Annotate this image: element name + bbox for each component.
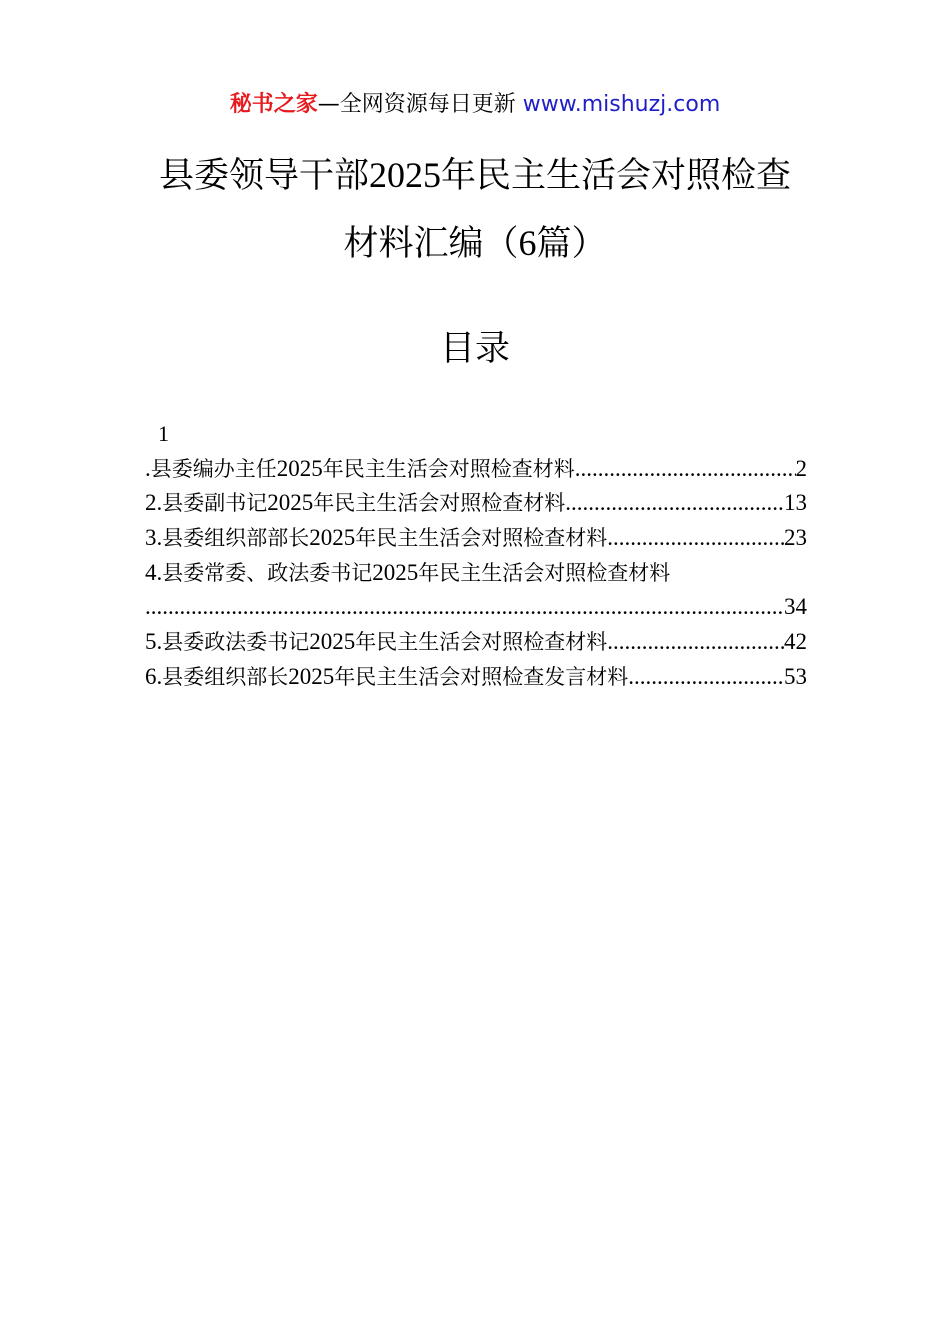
toc-stray-number: 1 bbox=[158, 421, 169, 446]
toc-entry-2[interactable] bbox=[145, 486, 807, 520]
title-year: 2025 bbox=[369, 155, 441, 195]
toc-entry-leader bbox=[565, 486, 784, 520]
title-text: 县委领导干部 bbox=[158, 156, 369, 196]
toc-entry-prefix: 2. bbox=[145, 490, 163, 515]
site-tagline: —全网资源每日更新 bbox=[317, 92, 523, 117]
toc-entry-title: 4.县委常委、政法委书记2025年民主生活会对照检查材料 bbox=[145, 560, 671, 585]
toc-entry-leader bbox=[607, 625, 784, 659]
toc-entry-page: 2 bbox=[795, 456, 807, 481]
toc-entry-page: 13 bbox=[784, 490, 807, 515]
toc-entry-title: 县委编办主任2025年民主生活会对照检查材料 bbox=[150, 456, 575, 481]
title-text: 年民主生活会对照检查 bbox=[441, 156, 792, 196]
toc-entry-leader bbox=[607, 521, 784, 555]
toc-entry-prefix: 3. bbox=[145, 525, 163, 550]
toc-entry-title: 县委组织部部长2025年民主生活会对照检查材料 bbox=[162, 525, 608, 550]
toc-entry-page: 42 bbox=[784, 629, 807, 654]
toc-entry-4[interactable] bbox=[145, 556, 807, 624]
toc-heading: 目录 bbox=[439, 329, 510, 369]
site-url-link[interactable]: www.mishuzj.com bbox=[522, 92, 721, 117]
toc-entry-title: 县委组织部长2025年民主生活会对照检查发言材料 bbox=[162, 664, 629, 689]
document-title-line-1 bbox=[0, 150, 950, 201]
site-brand: 秘书之家 bbox=[229, 92, 318, 117]
toc-entry-title: 县委政法委书记2025年民主生活会对照检查材料 bbox=[162, 629, 608, 654]
title-text: 篇） bbox=[536, 224, 607, 264]
toc-entry-prefix: 5. bbox=[145, 629, 163, 654]
toc-entry-5[interactable] bbox=[145, 625, 807, 659]
document-title-line-2 bbox=[0, 218, 950, 269]
toc-entry-leader bbox=[575, 452, 796, 486]
toc-entry-prefix: 6. bbox=[145, 664, 163, 689]
toc-entry-page: 53 bbox=[784, 664, 807, 689]
toc-entry-leader bbox=[628, 660, 784, 694]
toc-entry-title: 县委副书记2025年民主生活会对照检查材料 bbox=[162, 490, 566, 515]
site-header bbox=[0, 88, 950, 122]
toc-entry-6[interactable] bbox=[145, 660, 807, 694]
toc-entry-1[interactable] bbox=[145, 452, 807, 486]
toc-entry-prefix: . bbox=[145, 456, 151, 481]
title-text: 材料汇编（ bbox=[343, 224, 519, 264]
toc-entry-page: 23 bbox=[784, 525, 807, 550]
toc-entry-3[interactable] bbox=[145, 521, 807, 555]
title-count: 6 bbox=[518, 223, 537, 263]
toc-entry-page: 34 bbox=[784, 594, 807, 619]
toc-entry-leader bbox=[145, 590, 784, 624]
